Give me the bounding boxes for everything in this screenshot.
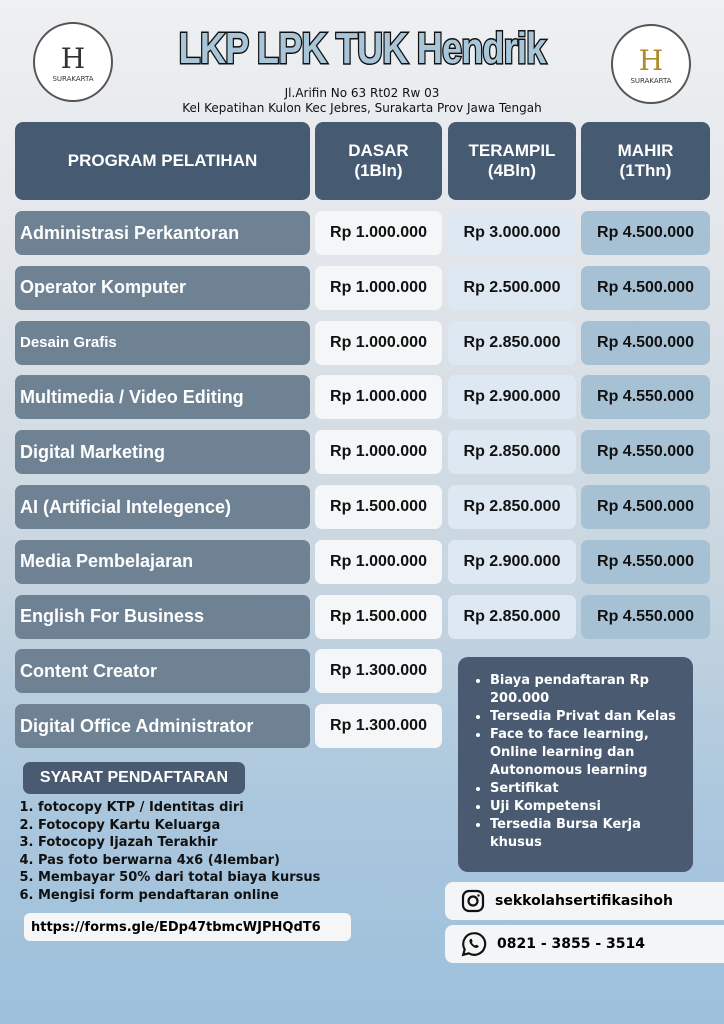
logo-right-city: SURAKARTA [630, 76, 672, 85]
info-item: • Tersedia Privat dan Kelas [490, 708, 683, 726]
price-mahir: Rp 4.500.000 [581, 321, 710, 365]
address-line1: Jl.Arifin No 63 Rt02 Rw 03 [284, 86, 440, 100]
price-dasar: Rp 1.500.000 [315, 485, 442, 529]
header-terampil [448, 122, 576, 200]
price-mahir: Rp 4.500.000 [581, 485, 710, 529]
price-mahir: Rp 4.550.000 [581, 595, 710, 639]
program-name: Administrasi Perkantoran [15, 211, 310, 255]
program-name: Media Pembelajaran [15, 540, 310, 584]
price-terampil: Rp 2.900.000 [448, 375, 576, 419]
whatsapp-icon [461, 931, 487, 957]
price-dasar: Rp 1.000.000 [315, 540, 442, 584]
info-item: • Sertifikat [490, 780, 683, 798]
requirement-item: 4. Pas foto berwarna 4x6 (4lembar) [38, 852, 320, 870]
syarat-title: SYARAT PENDAFTARAN [23, 762, 245, 794]
header-dasar-sub: (1Bln) [354, 161, 403, 180]
logo-lkp: H SURAKARTA [33, 22, 113, 102]
header-terampil-sub: (4Bln) [487, 161, 537, 180]
price-dasar: Rp 1.000.000 [315, 321, 442, 365]
price-mahir: Rp 4.500.000 [581, 211, 710, 255]
price-terampil: Rp 2.900.000 [448, 540, 576, 584]
price-mahir: Rp 4.550.000 [581, 375, 710, 419]
price-terampil: Rp 3.000.000 [448, 211, 576, 255]
logo-left-city: SURAKARTA [52, 74, 94, 83]
info-item: • Biaya pendaftaran Rp 200.000 [490, 672, 683, 708]
requirement-item: 2. Fotocopy Kartu Keluarga [38, 817, 320, 835]
whatsapp-number: 0821 - 3855 - 3514 [497, 936, 646, 952]
page-title: LKP LPK TUK Hendrik [178, 24, 546, 73]
price-dasar: Rp 1.000.000 [315, 211, 442, 255]
header-mahir-label: MAHIR [617, 140, 674, 160]
requirement-item: 3. Fotocopy Ijazah Terakhir [38, 834, 320, 852]
price-dasar: Rp 1.500.000 [315, 595, 442, 639]
program-name: Digital Office Administrator [15, 704, 310, 748]
header-dasar-label: DASAR [348, 140, 409, 160]
header-mahir [581, 122, 710, 200]
requirement-item: 1. fotocopy KTP / Identitas diri [38, 799, 320, 817]
requirement-item: 6. Mengisi form pendaftaran online [38, 887, 320, 905]
price-terampil: Rp 2.850.000 [448, 430, 576, 474]
registration-link[interactable]: https://forms.gle/EDp47tbmcWJPHQdT6 [24, 913, 351, 941]
requirement-item: 5. Membayar 50% dari total biaya kursus [38, 869, 320, 887]
info-box [458, 657, 693, 872]
program-name: Operator Komputer [15, 266, 310, 310]
address-line2: Kel Kepatihan Kulon Kec Jebres, Surakarta Prov Jawa Tengah [182, 101, 542, 115]
requirements-list [28, 799, 320, 904]
header-dasar [315, 122, 442, 200]
price-terampil: Rp 2.850.000 [448, 321, 576, 365]
program-name: Digital Marketing [15, 430, 310, 474]
info-item: • Tersedia Bursa Kerja khusus [490, 816, 683, 852]
info-item: • Face to face learning, Online learning dan Autonomous learning [490, 726, 683, 780]
whatsapp-contact[interactable] [445, 925, 724, 963]
header-terampil-label: TERAMPIL [468, 140, 556, 160]
price-mahir: Rp 4.550.000 [581, 540, 710, 584]
info-item: • Uji Kompetensi [490, 798, 683, 816]
price-dasar: Rp 1.300.000 [315, 649, 442, 693]
program-name: Desain Grafis [15, 321, 310, 365]
price-dasar: Rp 1.000.000 [315, 430, 442, 474]
price-dasar: Rp 1.300.000 [315, 704, 442, 748]
price-terampil: Rp 2.850.000 [448, 485, 576, 529]
header-program [15, 122, 310, 200]
price-terampil: Rp 2.500.000 [448, 266, 576, 310]
logo-tuk: H SURAKARTA [611, 24, 691, 104]
price-terampil: Rp 2.850.000 [448, 595, 576, 639]
program-name: Multimedia / Video Editing [15, 375, 310, 419]
instagram-handle: sekkolahsertifikasihoh [495, 893, 673, 909]
instagram-icon [461, 889, 485, 913]
price-dasar: Rp 1.000.000 [315, 266, 442, 310]
price-dasar: Rp 1.000.000 [315, 375, 442, 419]
header-mahir-sub: (1Thn) [619, 161, 672, 180]
instagram-contact[interactable] [445, 882, 724, 920]
price-mahir: Rp 4.550.000 [581, 430, 710, 474]
price-mahir: Rp 4.500.000 [581, 266, 710, 310]
header-program-label: PROGRAM PELATIHAN [67, 150, 258, 170]
program-name: English For Business [15, 595, 310, 639]
program-name: Content Creator [15, 649, 310, 693]
program-name: AI (Artificial Intelegence) [15, 485, 310, 529]
